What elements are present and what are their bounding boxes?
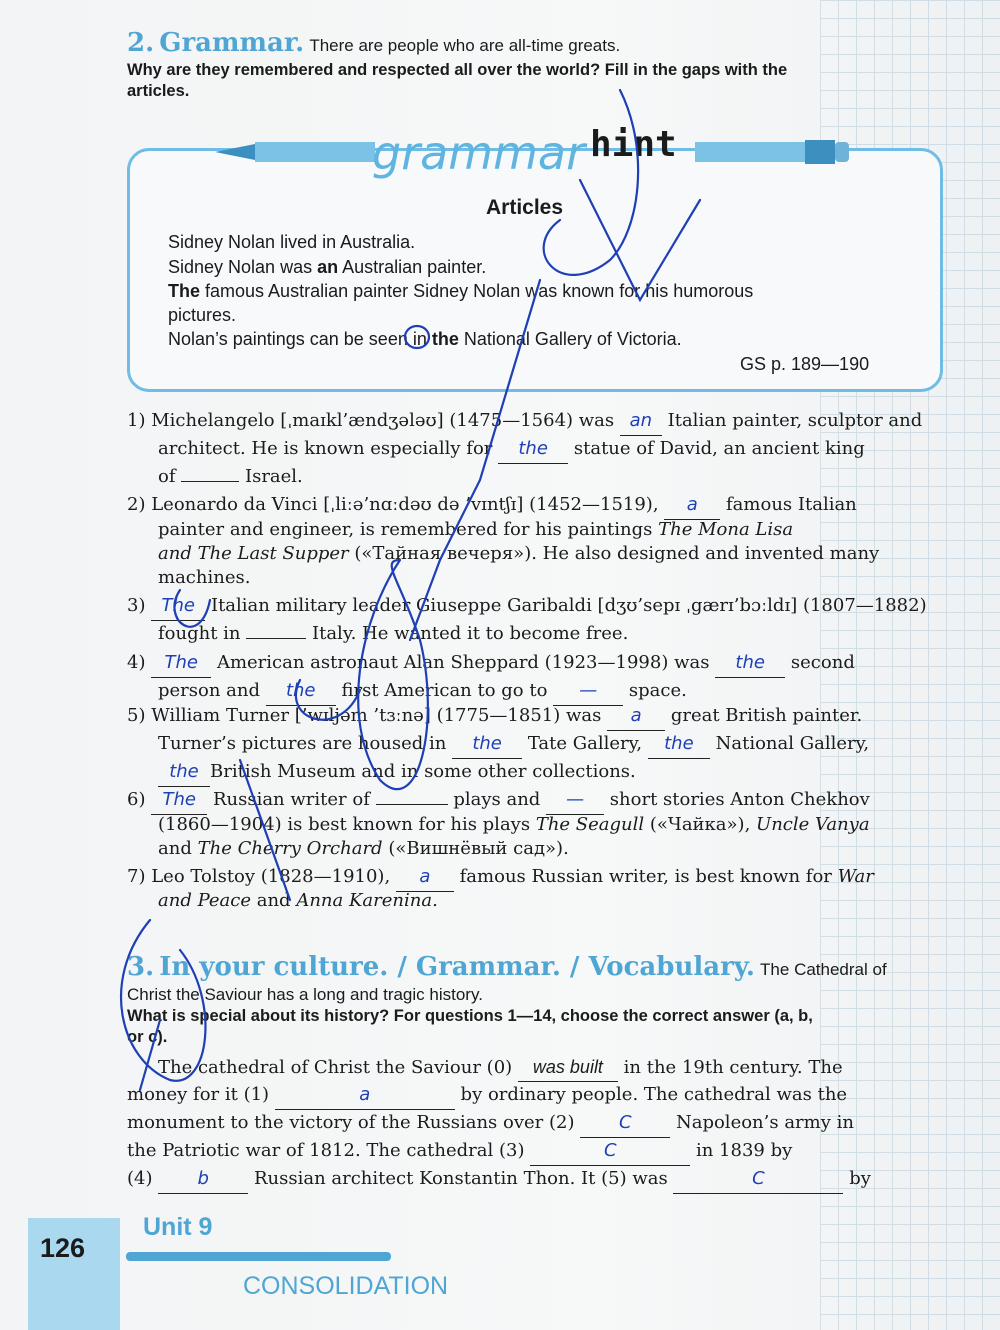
unit-label: Unit 9 [143,1213,213,1241]
item-text: painter and engineer, is remembered for his paintings [158,519,653,540]
item-title-italic: The Cherry Orchard [197,838,383,859]
item-number: 5) [127,705,146,726]
answer-blank[interactable]: the [158,758,210,787]
item-title-italic: War [837,866,874,887]
unit-divider [126,1252,391,1261]
hint-article: the [431,329,459,349]
item-title-italic: and Peace [158,890,251,911]
item-text: Michelangelo [ˌmaɪkl’ændʒələʊ] (1475—1564) was [151,410,615,431]
item-title-italic: The Seagull [535,814,645,835]
item-text: second [790,652,855,673]
item-text: and [158,838,192,859]
hint-heading: Articles [486,196,564,219]
hint-example-4 [168,329,682,350]
hint-text: Sidney Nolan was [168,257,318,277]
answer-blank[interactable]: a [275,1081,455,1110]
answer-blank[interactable] [246,638,306,639]
item-7-line-2 [158,887,438,915]
item-1-line-2 [158,435,865,464]
item-4 [127,649,855,678]
item-text: statue of David, an ancient king [573,438,865,459]
item-5 [127,702,862,731]
item-5-line-2 [158,730,869,759]
item-text: in 1839 by [695,1140,793,1161]
answer-blank[interactable]: the [648,730,710,759]
item-text: («Тайная вечеря»). He also designed and invented many [354,543,880,564]
item-text: Russian writer of [212,789,370,810]
example-answer: was built [518,1053,618,1082]
item-text: National Gallery, [715,733,870,754]
item-text: Leo Tolstoy (1828—1910), [151,866,391,887]
item-text: British Museum and in some other collections. [210,761,636,782]
answer-blank[interactable]: a [607,702,665,731]
answer-blank[interactable]: the [266,677,336,706]
hint-article: an [317,257,339,277]
item-6-line-3 [158,835,569,863]
ex3-line-3 [127,1109,854,1138]
item-3-line-2 [158,620,628,648]
item-text: the Patriotic war of 1812. The cathedral (3) [127,1140,525,1161]
item-text: plays and [453,789,541,810]
answer-blank[interactable]: C [673,1165,843,1194]
item-1 [127,407,922,436]
answer-blank[interactable]: C [530,1137,690,1166]
item-text: («Вишнёвый сад»). [388,838,569,859]
item-text: Italian military leader Giuseppe Garibaldi [dʒʊ’sepɪ ˌgærɪ’bɔːldɪ] (1807—1882) [210,595,927,616]
hint-example-2 [168,257,486,278]
exercise-title: In your culture. / Grammar. / Vocabulary. [159,952,755,982]
item-text: Napoleon’s army in [675,1112,854,1133]
answer-blank[interactable]: — [553,677,623,706]
instruction-line: What is special about its history? For questions 1—14, choose the correct answer (a, b, [127,1007,813,1025]
item-2-line-4: machines. [158,567,251,588]
item-number: 2) [127,494,146,515]
answer-blank[interactable]: The [151,786,207,815]
item-text: space. [628,680,687,701]
item-text: (4) [127,1168,153,1189]
item-text: monument to the victory of the Russians over (2) [127,1112,575,1133]
item-text: of [158,466,176,487]
item-3 [127,592,927,621]
answer-blank[interactable]: The [151,649,211,678]
item-text: short stories Anton Chekhov [609,789,870,810]
item-text: Turner’s pictures are housed in [158,733,447,754]
exercise-lead: The Cathedral of [760,960,887,979]
hint-banner-grammar: grammar [372,126,586,180]
hint-text: National Gallery of Victoria. [458,329,682,349]
item-text: money for it (1) [127,1084,270,1105]
answer-blank[interactable]: C [580,1109,670,1138]
answer-blank[interactable]: a [664,491,720,520]
item-text: by ordinary people. The cathedral was the [460,1084,848,1105]
item-number: 6) [127,789,146,810]
exercise-number: 2. [127,28,155,58]
item-text: famous Italian [726,494,857,515]
item-text: great British painter. [670,705,863,726]
answer-blank[interactable]: an [620,407,662,436]
item-title-italic: and The Last Supper [158,543,349,564]
item-text: in the 19th century. The [623,1057,843,1078]
item-number: 3) [127,595,146,616]
hint-example-1: Sidney Nolan lived in Australia. [168,232,416,252]
ex3-line-2 [127,1081,847,1110]
item-title-italic: Uncle Vanya [756,814,870,835]
instruction-line: or c). [127,1028,168,1046]
item-number: 4) [127,652,146,673]
item-text: William Turner [’wɪljəm ’tɜːnə] (1775—1851) was [151,705,602,726]
item-number: 1) [127,410,146,431]
item-text: Italian painter, sculptor and [667,410,923,431]
item-text: Israel. [244,466,303,487]
hint-example-3-cont: pictures. [168,305,237,325]
exercise-2-heading [127,28,620,58]
exercise-3-heading [127,952,887,982]
answer-blank[interactable]: the [452,730,522,759]
exercise-3-instruction [127,1006,942,1048]
item-text: fought in [158,623,241,644]
item-text: Tate Gallery, [527,733,643,754]
item-text: first American to go to [341,680,548,701]
item-text: architect. He is known especially for [158,438,493,459]
hint-text: Australian painter. [338,257,487,277]
item-text: American astronaut Alan Sheppard (1923—1998) was [216,652,710,673]
hint-example-3 [168,281,753,302]
item-5-line-3 [158,758,636,787]
hint-text: famous Australian painter Sidney Nolan was known for his humorous [200,281,754,301]
page-number: 126 [40,1233,86,1263]
item-text: by [849,1168,871,1189]
item-text: Italy. He wanted it to become free. [311,623,629,644]
answer-blank[interactable]: The [151,592,205,621]
item-text: Leonardo da Vinci [ˌliːə’nɑːdəʊ də ’vɪntʃɪ] (1452—1519), [151,494,659,515]
section-label: CONSOLIDATION [243,1272,449,1300]
item-text: Russian architect Konstantin Thon. It (5) was [253,1168,668,1189]
answer-blank[interactable]: the [715,649,785,678]
exercise-number: 3. [127,952,155,982]
item-text: famous Russian writer, is best known for [459,866,832,887]
answer-blank[interactable]: the [498,435,568,464]
hint-article: The [168,281,201,301]
answer-blank[interactable] [376,804,448,805]
item-1-line-3 [158,463,303,491]
answer-blank[interactable]: a [396,863,454,892]
exercise-title: Grammar. [159,28,305,58]
hint-text: Nolan’s paintings can be seen in [168,329,432,349]
instruction-line: Why are they remembered and respected all over the world? Fill in the gaps with the [127,61,788,79]
exercise-lead: There are people who are all-time greats. [309,36,621,55]
hint-reference: GS p. 189—190 [740,354,870,374]
ex3-line-4 [127,1137,792,1166]
answer-blank[interactable] [181,481,239,482]
instruction-line: articles. [127,82,190,100]
item-title-italic: The Mona Lisa [658,519,794,540]
exercise-3-lead-2: Christ the Saviour has a long and tragic history. [127,985,483,1004]
item-text: person and [158,680,261,701]
ex3-line-5 [127,1165,871,1194]
answer-blank[interactable]: — [546,786,604,815]
item-text: (1860—1904) is best known for his plays [158,814,531,835]
item-text: The cathedral of Christ the Saviour (0) [158,1057,513,1078]
hint-banner-hint: hint [590,124,677,165]
exercise-2-instruction [127,60,942,102]
answer-blank[interactable]: b [158,1165,248,1194]
item-text: («Чайка»), [649,814,751,835]
item-2-line-3 [158,540,879,568]
item-title-italic: Anna Karenina. [296,890,438,911]
ex3-line-1 [158,1053,843,1082]
item-number: 7) [127,866,146,887]
item-text: and [256,890,291,911]
